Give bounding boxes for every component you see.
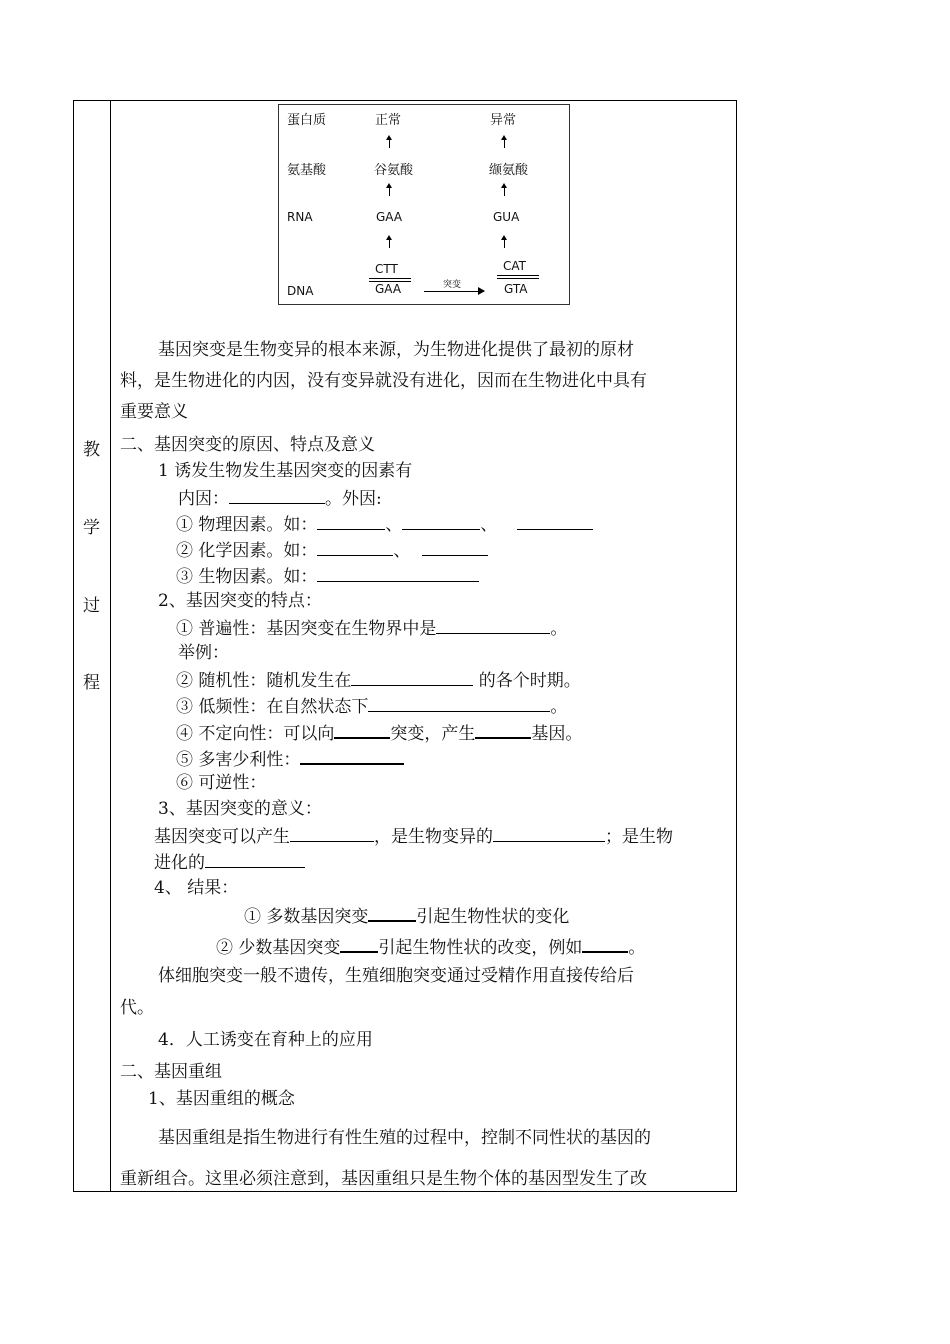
significance-label: 进化的 <box>154 853 205 873</box>
row-label-amino-acid: 氨基酸 <box>287 163 327 178</box>
fill-in-blank[interactable] <box>205 851 305 868</box>
section-heading: 二、基因重组 <box>120 1062 222 1082</box>
paragraph-line: 料，是生物进化的内因，没有变异就没有进化，因而在生物进化中具有 <box>120 371 647 391</box>
example-label: 举例： <box>178 643 229 663</box>
mutation-label: 突变 <box>443 280 462 290</box>
cause-biological <box>176 565 479 587</box>
normal-rna: GAA <box>376 210 403 224</box>
result-line <box>244 904 569 927</box>
fill-in-blank[interactable] <box>334 721 390 739</box>
result-label: ① 多数基因突变 <box>244 907 369 927</box>
feature-low-frequency <box>176 695 567 717</box>
normal-dna-top: CTT <box>375 262 398 276</box>
dna-strand-line <box>497 278 539 279</box>
paragraph-line: 重要意义 <box>120 402 188 422</box>
feature-label: ⑤ 多害少利性： <box>176 750 301 770</box>
result-label: ② 少数基因突变 <box>216 938 341 958</box>
normal-amino-acid: 谷氨酸 <box>374 163 414 178</box>
subsection-heading: 3、基因突变的意义： <box>158 799 322 819</box>
side-label-char: 程 <box>83 673 100 693</box>
up-arrow-icon <box>389 237 390 248</box>
separator: 、 <box>385 515 403 535</box>
result-line <box>216 935 645 958</box>
dna-strand-line <box>369 281 411 282</box>
cause-inner-label: 内因： <box>178 489 229 509</box>
feature-random <box>176 669 581 691</box>
side-label-char: 学 <box>83 518 100 538</box>
abnormal-protein: 异常 <box>490 113 517 128</box>
dna-strand-line <box>369 278 411 279</box>
feature-harmful <box>176 747 404 770</box>
side-label-char: 过 <box>83 596 100 616</box>
feature-undirected <box>176 721 582 744</box>
up-arrow-icon <box>389 185 390 196</box>
subsection-heading: 4．人工诱变在育种上的应用 <box>158 1030 373 1050</box>
fill-in-blank[interactable] <box>229 487 325 504</box>
cause-chemical-label: ② 化学因素。如： <box>176 541 318 561</box>
abnormal-dna-top: CAT <box>503 259 526 273</box>
subsection-heading: 1 诱发生物发生基因突变的因素有 <box>158 461 413 481</box>
cause-physical <box>176 513 593 535</box>
feature-reversible: ⑥ 可逆性： <box>176 773 267 793</box>
normal-dna-bottom: GAA <box>375 282 402 296</box>
row-label-protein: 蛋白质 <box>287 113 327 128</box>
normal-protein: 正常 <box>375 113 402 128</box>
cause-chemical <box>176 539 488 561</box>
cause-outer-label: 。外因: <box>325 489 382 509</box>
subsection-heading: 4、 结果： <box>154 878 239 898</box>
fill-in-blank[interactable] <box>317 513 385 530</box>
abnormal-dna-bottom: GTA <box>504 282 528 296</box>
fill-in-blank[interactable] <box>317 565 479 582</box>
row-label-rna: RNA <box>287 210 313 224</box>
punctuation: 。 <box>628 938 646 958</box>
mutation-arrow-icon <box>424 291 484 292</box>
fill-in-blank[interactable] <box>351 669 473 686</box>
side-label-char: 教 <box>83 440 100 460</box>
feature-label: ② 随机性：随机发生在 <box>176 671 352 691</box>
paragraph-line: 重新组合。这里必须注意到，基因重组只是生物个体的基因型发生了改 <box>120 1169 647 1189</box>
section-heading: 二、基因突变的原因、特点及意义 <box>120 435 375 455</box>
paragraph-line: 基因突变是生物变异的根本来源，为生物进化提供了最初的原材 <box>158 340 634 360</box>
cause-physical-label: ① 物理因素。如： <box>176 515 318 535</box>
result-middle: 引起生物性状的改变，例如 <box>378 938 583 958</box>
subsection-heading: 2、基因突变的特点： <box>158 591 322 611</box>
row-label-dna: DNA <box>287 284 314 298</box>
feature-label: ① 普遍性：基因突变在生物界中是 <box>176 619 437 639</box>
table-column-divider <box>110 100 111 1192</box>
dna-strand-line <box>497 275 539 276</box>
significance-tail: ；是生物 <box>605 827 673 847</box>
feature-label: ④ 不定向性：可以向 <box>176 724 335 744</box>
feature-middle: 突变，产生 <box>390 724 476 744</box>
fill-in-blank[interactable] <box>290 825 374 842</box>
fill-in-blank[interactable] <box>402 513 480 530</box>
cause-inner <box>178 487 382 509</box>
fill-in-blank[interactable] <box>317 539 393 556</box>
up-arrow-icon <box>504 185 505 196</box>
fill-in-blank[interactable] <box>582 935 628 953</box>
feature-tail: 的各个时期。 <box>473 671 581 691</box>
abnormal-rna: GUA <box>493 210 520 224</box>
fill-in-blank[interactable] <box>368 904 416 922</box>
significance-line <box>154 851 305 873</box>
subsection-heading: 1、基因重组的概念 <box>148 1089 295 1109</box>
fill-in-blank[interactable] <box>340 935 378 953</box>
feature-tail: 基因。 <box>531 724 583 744</box>
significance-middle: ，是生物变异的 <box>374 827 493 847</box>
fill-in-blank[interactable] <box>436 617 550 634</box>
fill-in-blank[interactable] <box>517 513 593 530</box>
fill-in-blank[interactable] <box>493 825 605 842</box>
separator: 、 <box>480 515 498 535</box>
punctuation: 。 <box>550 619 568 639</box>
up-arrow-icon <box>389 137 390 148</box>
paragraph-line: 基因重组是指生物进行有性生殖的过程中，控制不同性状的基因的 <box>158 1128 651 1148</box>
punctuation: 。 <box>550 697 568 717</box>
fill-in-blank[interactable] <box>475 721 531 739</box>
cause-biological-label: ③ 生物因素。如： <box>176 567 318 587</box>
feature-universal <box>176 617 567 639</box>
paragraph-line: 体细胞突变一般不遗传，生殖细胞突变通过受精作用直接传给后 <box>158 966 634 986</box>
abnormal-amino-acid: 缬氨酸 <box>489 163 529 178</box>
separator: 、 <box>393 541 411 561</box>
fill-in-blank[interactable] <box>422 539 488 556</box>
result-tail: 引起生物性状的变化 <box>416 907 570 927</box>
paragraph-line: 代。 <box>120 998 154 1018</box>
up-arrow-icon <box>504 137 505 148</box>
up-arrow-icon <box>504 237 505 248</box>
fill-in-blank[interactable] <box>368 695 550 712</box>
significance-line <box>154 825 673 847</box>
significance-label: 基因突变可以产生 <box>154 827 290 847</box>
fill-in-blank[interactable] <box>300 747 404 765</box>
feature-label: ③ 低频性：在自然状态下 <box>176 697 369 717</box>
